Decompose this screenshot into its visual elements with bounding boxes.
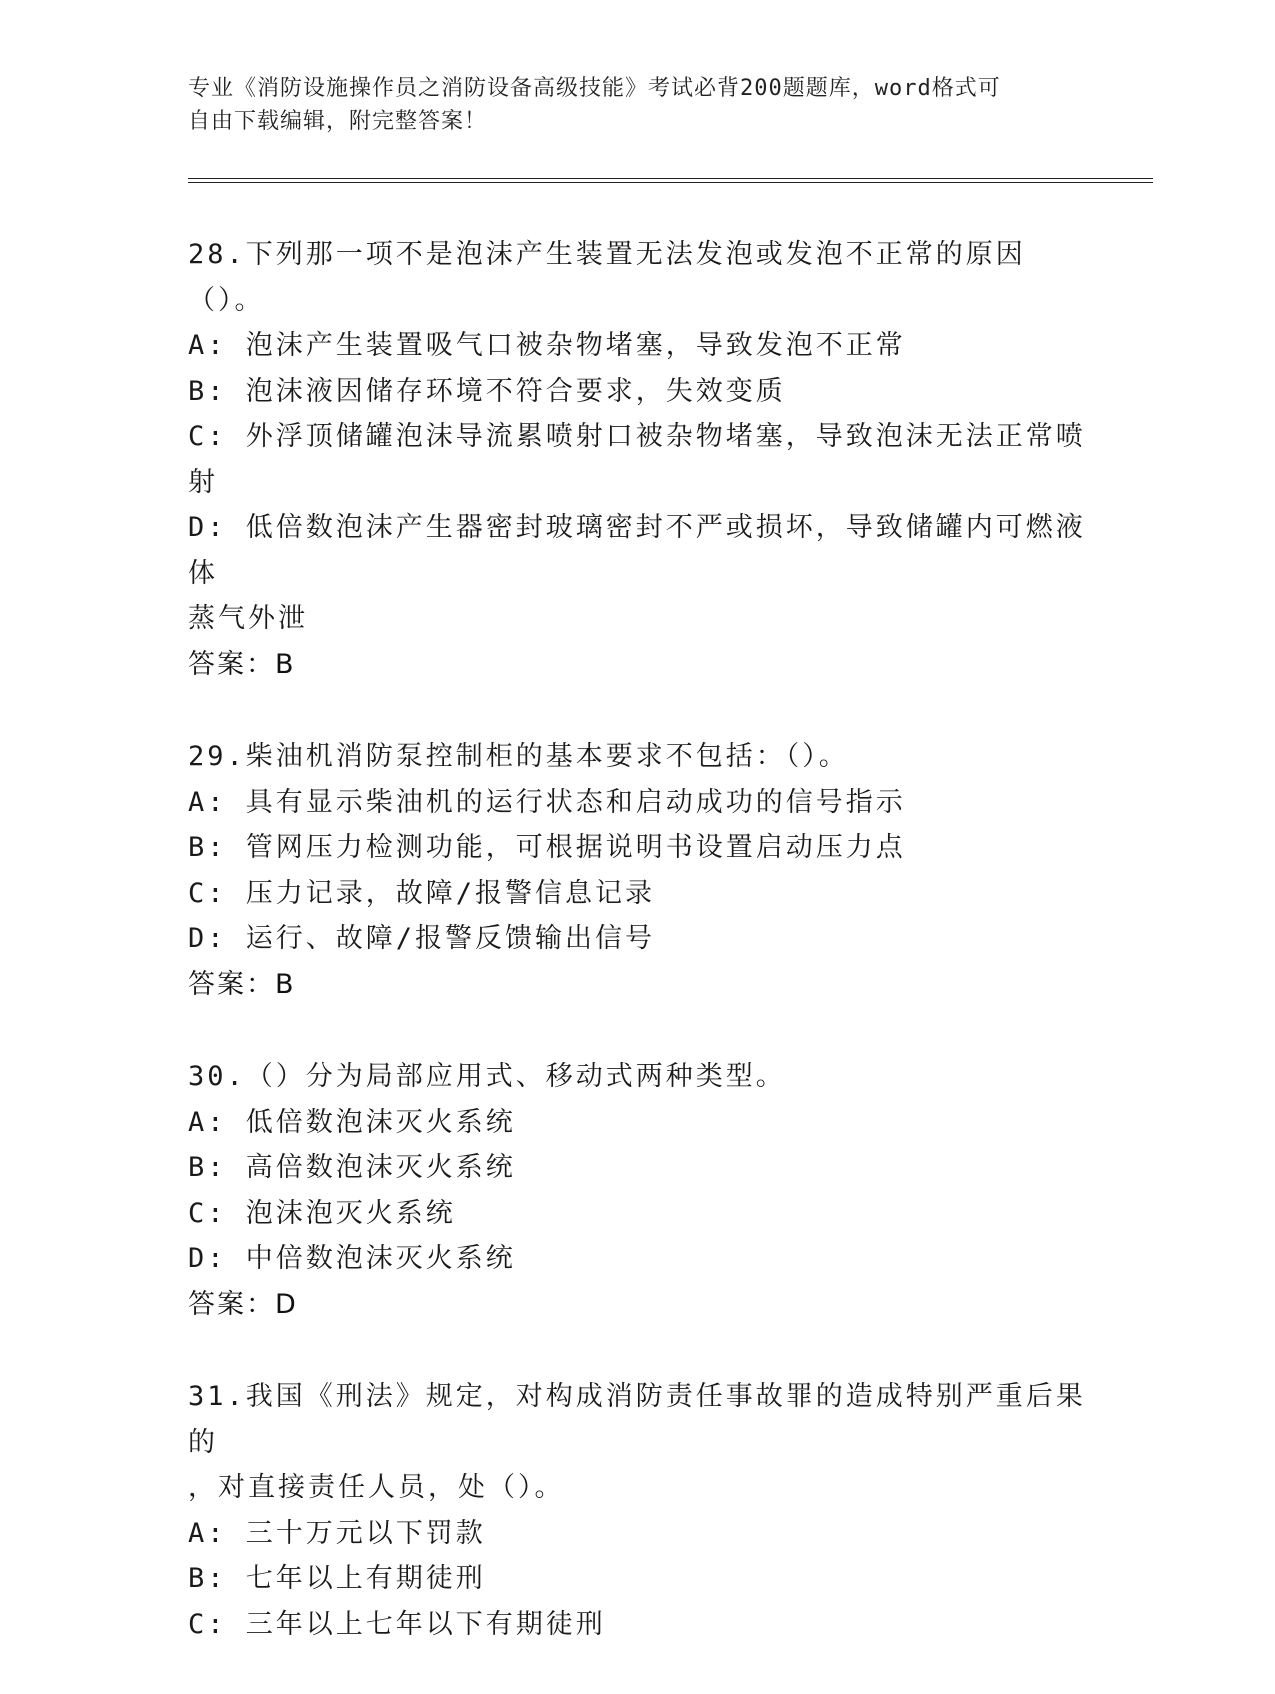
header-divider — [188, 178, 1153, 183]
answer-label: 答案：B — [188, 648, 296, 680]
option-d: D: 运行、故障/报警反馈输出信号 — [188, 923, 656, 954]
question-31 — [188, 1374, 1088, 1647]
option-a: A: 低倍数泡沫灭火系统 — [188, 1106, 516, 1138]
option-b: B: 七年以上有期徒刑 — [188, 1563, 486, 1594]
question-29 — [188, 734, 1088, 1007]
option-a: A: 三十万元以下罚款 — [188, 1517, 486, 1549]
option-c: C: 泡沫泡灭火系统 — [188, 1197, 456, 1229]
header-line-1: 专业《消防设施操作员之消防设备高级技能》考试必背200题题库，word格式可 — [188, 76, 1001, 101]
option-d: D: 中倍数泡沫灭火系统 — [188, 1243, 516, 1274]
option-a: A: 泡沫产生装置吸气口被杂物堵塞，导致发泡不正常 — [188, 330, 906, 361]
option-d-continued: 蒸气外泄 — [188, 603, 308, 634]
question-stem: 30.（）分为局部应用式、移动式两种类型。 — [188, 1061, 786, 1092]
option-b: B: 高倍数泡沫灭火系统 — [188, 1152, 516, 1183]
option-c: C: 压力记录，故障/报警信息记录 — [188, 877, 656, 909]
question-stem-continued: ，对直接责任人员，处（）。 — [188, 1472, 565, 1503]
option-c: C: 外浮顶储罐泡沫导流累喷射口被杂物堵塞，导致泡沫无法正常喷射 — [188, 421, 1086, 498]
option-b: B: 泡沫液因储存环境不符合要求，失效变质 — [188, 375, 786, 407]
answer-label: 答案：B — [188, 968, 296, 1000]
question-30 — [188, 1054, 1088, 1327]
answer-label: 答案：D — [188, 1288, 298, 1320]
option-d: D: 低倍数泡沫产生器密封玻璃密封不严或损坏，导致储罐内可燃液体 — [188, 512, 1086, 589]
header-line-2: 自由下载编辑，附完整答案！ — [188, 109, 488, 134]
option-a: A: 具有显示柴油机的运行状态和启动成功的信号指示 — [188, 786, 906, 818]
option-c: C: 三年以上七年以下有期徒刑 — [188, 1608, 606, 1640]
question-stem: 28.下列那一项不是泡沫产生装置无法发泡或发泡不正常的原因（）。 — [188, 239, 1026, 316]
question-28 — [188, 232, 1088, 687]
question-stem: 29.柴油机消防泵控制柜的基本要求不包括：（）。 — [188, 741, 849, 772]
document-header — [188, 72, 1068, 138]
option-b: B: 管网压力检测功能，可根据说明书设置启动压力点 — [188, 832, 906, 863]
question-stem: 31.我国《刑法》规定，对构成消防责任事故罪的造成特别严重后果的 — [188, 1381, 1086, 1458]
question-list — [188, 232, 1088, 1694]
